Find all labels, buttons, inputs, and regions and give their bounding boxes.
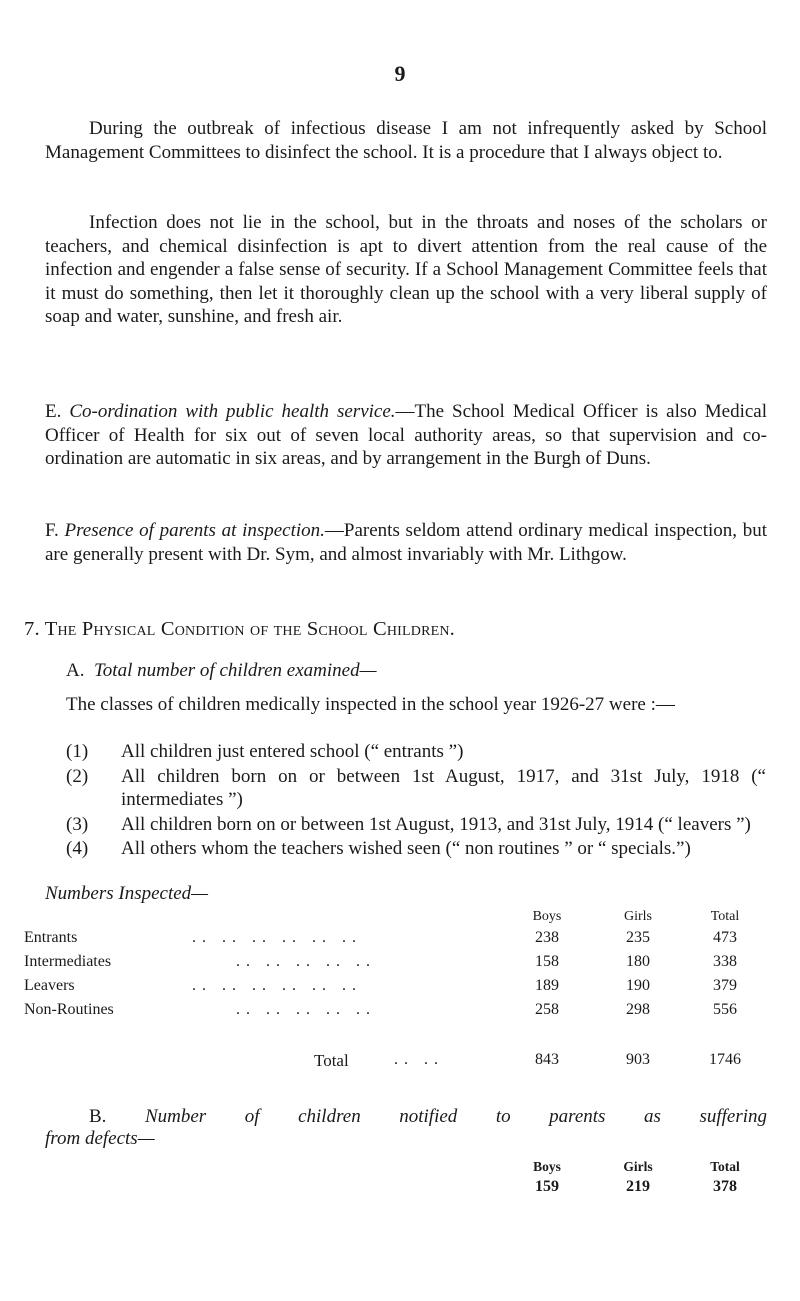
total-label: Total (314, 1051, 349, 1070)
row-label: Intermediates (24, 953, 112, 970)
section-b-title-line2: from defects— (45, 1128, 155, 1149)
section-f-title: Presence of parents at inspection. (64, 520, 325, 541)
cell-total: 556 (713, 1001, 737, 1018)
b-value-girls: 219 (626, 1178, 650, 1195)
cell-boys: 238 (535, 929, 559, 946)
item-text: All children born on or between 1st August, 1913, and 31st July, 1914 (“ leavers ”) (121, 813, 751, 835)
cell-boys: 258 (535, 1001, 559, 1018)
cell-girls: 235 (626, 929, 650, 946)
paragraph-infection: Infection does not lie in the school, but in the throats and noses of the scholars or teachers, and chemical disinfection is apt to divert attention from the real cause of the infection and engender a false sense of security. If a School Management Committee feels that it must do something, then let it thoroughly clean up the school with a very liberal supply of soap and water, sunshine, and fresh air. (45, 212, 767, 327)
dot-leader: .. .. .. .. .. (236, 953, 376, 970)
row-label: Leavers (24, 977, 75, 994)
table-row (24, 1001, 754, 1025)
section-e-text: —The School Medical Officer is also Medical Officer of Health for six out of seven local authority areas, so that supervision and co-ordination are automatic in six areas, and by arrangement in the Burgh of Duns. (45, 401, 768, 469)
section-7-heading: 7. The Physical Condition of the School Children. (24, 618, 456, 640)
section-a-heading (66, 660, 377, 682)
b-header-boys: Boys (533, 1159, 561, 1174)
dot-leader: .. .. .. .. .. (236, 1001, 376, 1018)
row-label: Non-Routines (24, 1001, 114, 1018)
dot-leader: .. .. .. .. .. .. (192, 929, 362, 946)
section-b-letter: B. (89, 1106, 107, 1127)
row-label: Entrants (24, 929, 78, 946)
cell-boys: 158 (535, 953, 559, 970)
item-number: (3) (66, 813, 89, 835)
section-a-intro: The classes of children medically inspected in the school year 1926-27 were :— (66, 694, 675, 715)
item-text: All children just entered school (“ entrants ”) (121, 741, 464, 762)
list-item (66, 813, 766, 837)
cell-total: 338 (713, 953, 737, 970)
cell-girls: 190 (626, 977, 650, 994)
section-e-letter: E. (45, 401, 62, 422)
b-value-boys: 159 (535, 1178, 559, 1195)
list-item (66, 765, 766, 812)
section-a-title: Total number of children examined— (93, 660, 377, 681)
dot-leader: .. .. (394, 1051, 444, 1068)
table-total-row (24, 1051, 754, 1075)
item-text: All children born on or between 1st August, 1917, and 31st July, 1918 (“ intermediates ”) (121, 765, 766, 810)
cell-total: 379 (713, 977, 737, 994)
item-number: (2) (66, 765, 89, 787)
inspected-classes-list (66, 740, 766, 862)
item-number: (1) (66, 741, 89, 762)
section-b-title: Number of children notified to parents as suffering (144, 1106, 767, 1127)
b-header-total: Total (710, 1159, 740, 1174)
list-item (66, 837, 766, 861)
section-f (45, 519, 767, 566)
section-f-letter: F. (45, 520, 59, 541)
dot-leader: .. .. .. .. .. .. (192, 977, 362, 994)
section-e (45, 400, 767, 471)
total-boys: 843 (535, 1051, 559, 1068)
column-header-boys: Boys (532, 909, 562, 924)
item-number: (4) (66, 838, 89, 859)
section-e-title: Co-ordination with public health service. (69, 401, 396, 422)
numbers-inspected-heading: Numbers Inspected— (45, 883, 209, 904)
table-row (24, 953, 754, 977)
section-f-text: —Parents seldom attend ordinary medical inspection, but are generally present with Dr. Sym, and almost invariably with Mr. Lithgow. (45, 520, 767, 565)
section-a-letter: A. (66, 660, 85, 681)
table-row (24, 977, 754, 1001)
b-value-total: 378 (713, 1178, 737, 1195)
table-row (24, 929, 754, 953)
numbers-inspected-table (24, 909, 754, 1079)
cell-boys: 189 (535, 977, 559, 994)
section-b-heading (45, 1105, 767, 1129)
cell-girls: 180 (626, 953, 650, 970)
cell-total: 473 (713, 929, 737, 946)
paragraph-disinfection: During the outbreak of infectious disease I am not infrequently asked by School Management Committees to disinfect the school. It is a procedure that I always object to. (45, 118, 767, 163)
item-text: All others whom the teachers wished seen (“ non routines ” or “ specials.”) (121, 838, 691, 859)
column-header-total: Total (710, 909, 740, 924)
page-number: 9 (394, 61, 406, 86)
total-girls: 903 (626, 1051, 650, 1068)
column-header-girls: Girls (624, 909, 652, 924)
total-total: 1746 (709, 1051, 741, 1068)
list-item (66, 740, 766, 764)
cell-girls: 298 (626, 1001, 650, 1018)
b-header-girls: Girls (623, 1159, 653, 1174)
